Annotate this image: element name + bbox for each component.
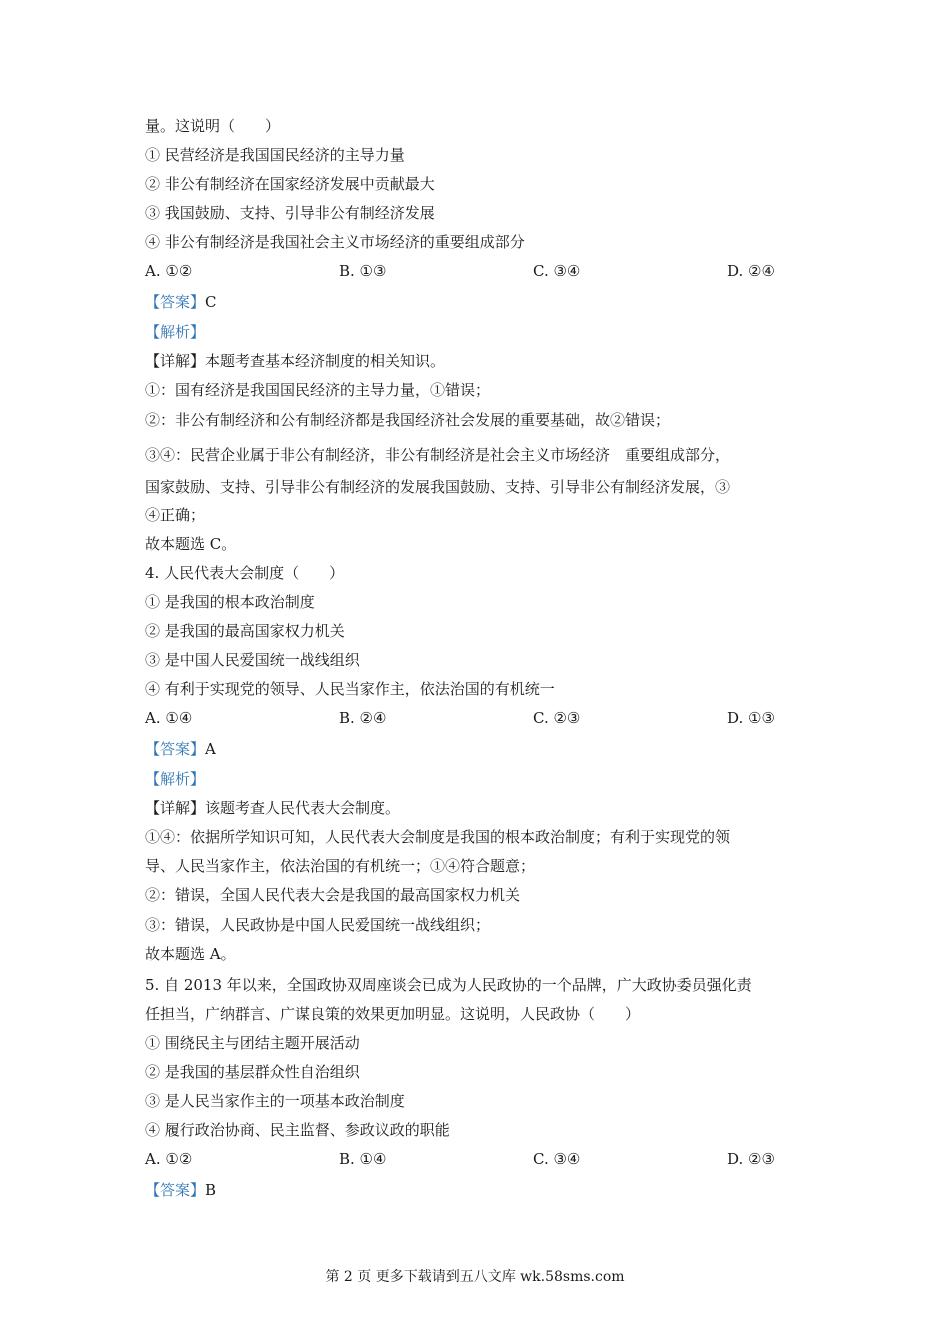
- q3-stem-tail: 量。这说明（ ）: [145, 117, 281, 135]
- answer-tag: 【答案】: [145, 1181, 206, 1199]
- q4-detail: 【详解】该题考查人民代表大会制度。: [145, 799, 401, 817]
- q4-option-b: B. ②④: [339, 709, 387, 727]
- q3-item-2: ② 非公有制经济在国家经济发展中贡献最大: [145, 175, 435, 193]
- q4-stem: 4. 人民代表大会制度（ ）: [145, 564, 345, 582]
- q4-item-4: ④ 有利于实现党的领导、人民当家作主，依法治国的有机统一: [145, 680, 555, 698]
- q3-analysis-tag: 【解析】: [145, 323, 206, 341]
- q3-option-d: D. ②④: [727, 262, 775, 280]
- q4-item-2: ② 是我国的最高国家权力机关: [145, 622, 345, 640]
- q3-answer: [145, 292, 810, 312]
- answer-value: C: [205, 293, 217, 311]
- q5-answer: [145, 1180, 810, 1200]
- q4-option-a: A. ①④: [145, 709, 193, 727]
- q5-item-2: ② 是我国的基层群众性自治组织: [145, 1063, 360, 1081]
- q5-options: [145, 1149, 810, 1169]
- q5-stem-line-2: 任担当，广纳群言、广谋良策的效果更加明显。这说明，人民政协（ ）: [145, 1005, 641, 1023]
- q4-answer: [145, 739, 810, 759]
- document-page: [145, 112, 810, 1200]
- q4-item-1: ① 是我国的根本政治制度: [145, 593, 315, 611]
- answer-value: B: [205, 1181, 217, 1199]
- q5-item-4: ④ 履行政治协商、民主监督、参政议政的职能: [145, 1121, 450, 1139]
- q5-option-a: A. ①②: [145, 1150, 193, 1168]
- q3-analysis-line-3: ③④：民营企业属于非公有制经济，非公有制经济是社会主义市场经济 重要组成部分，: [145, 446, 731, 464]
- q5-item-3: ③ 是人民当家作主的一项基本政治制度: [145, 1092, 405, 1110]
- q3-option-c: C. ③④: [533, 262, 581, 280]
- q3-detail: 【详解】本题考查基本经济制度的相关知识。: [145, 352, 446, 370]
- q5-stem-line-1: 5. 自 2013 年以来，全国政协双周座谈会已成为人民政协的一个品牌，广大政协委员强化责: [145, 976, 752, 994]
- q3-conclusion: 故本题选 C。: [145, 535, 237, 553]
- q3-options: [145, 261, 810, 281]
- q4-analysis-line-4: ③：错误，人民政协是中国人民爱国统一战线组织；: [145, 916, 491, 934]
- q4-analysis-line-3: ②：错误，全国人民代表大会是我国的最高国家权力机关: [145, 886, 521, 904]
- q4-analysis-tag: 【解析】: [145, 770, 206, 788]
- q3-analysis-line-2: ②：非公有制经济和公有制经济都是我国经济社会发展的重要基础，故②错误；: [145, 411, 671, 429]
- q5-item-1: ① 围绕民主与团结主题开展活动: [145, 1034, 360, 1052]
- answer-value: A: [205, 740, 216, 758]
- q3-analysis-line-4: 国家鼓励、支持、引导非公有制经济的发展我国鼓励、支持、引导非公有制经济发展，③: [145, 478, 731, 496]
- q5-option-b: B. ①④: [339, 1150, 387, 1168]
- q3-item-4: ④ 非公有制经济是我国社会主义市场经济的重要组成部分: [145, 233, 525, 251]
- q4-option-c: C. ②③: [533, 709, 581, 727]
- q3-analysis-line-1: ①：国有经济是我国国民经济的主导力量，①错误；: [145, 381, 491, 399]
- q3-analysis-line-5: ④正确；: [145, 506, 206, 524]
- q4-item-3: ③ 是中国人民爱国统一战线组织: [145, 651, 360, 669]
- q4-analysis-line-1: ①④：依据所学知识可知，人民代表大会制度是我国的根本政治制度；有利于实现党的领: [145, 828, 731, 846]
- q4-options: [145, 708, 810, 728]
- page-footer: 第 2 页 更多下载请到五八文库 wk.58sms.com: [325, 1269, 625, 1285]
- q3-item-3: ③ 我国鼓励、支持、引导非公有制经济发展: [145, 204, 435, 222]
- q5-option-d: D. ②③: [727, 1150, 775, 1168]
- q4-option-d: D. ①③: [727, 709, 775, 727]
- answer-tag: 【答案】: [145, 740, 206, 758]
- q4-analysis-line-2: 导、人民当家作主，依法治国的有机统一；①④符合题意；: [145, 857, 536, 875]
- q3-option-a: A. ①②: [145, 262, 193, 280]
- answer-tag: 【答案】: [145, 293, 206, 311]
- q4-conclusion: 故本题选 A。: [145, 945, 236, 963]
- q5-option-c: C. ③④: [533, 1150, 581, 1168]
- q3-option-b: B. ①③: [339, 262, 387, 280]
- q3-item-1: ① 民营经济是我国国民经济的主导力量: [145, 146, 405, 164]
